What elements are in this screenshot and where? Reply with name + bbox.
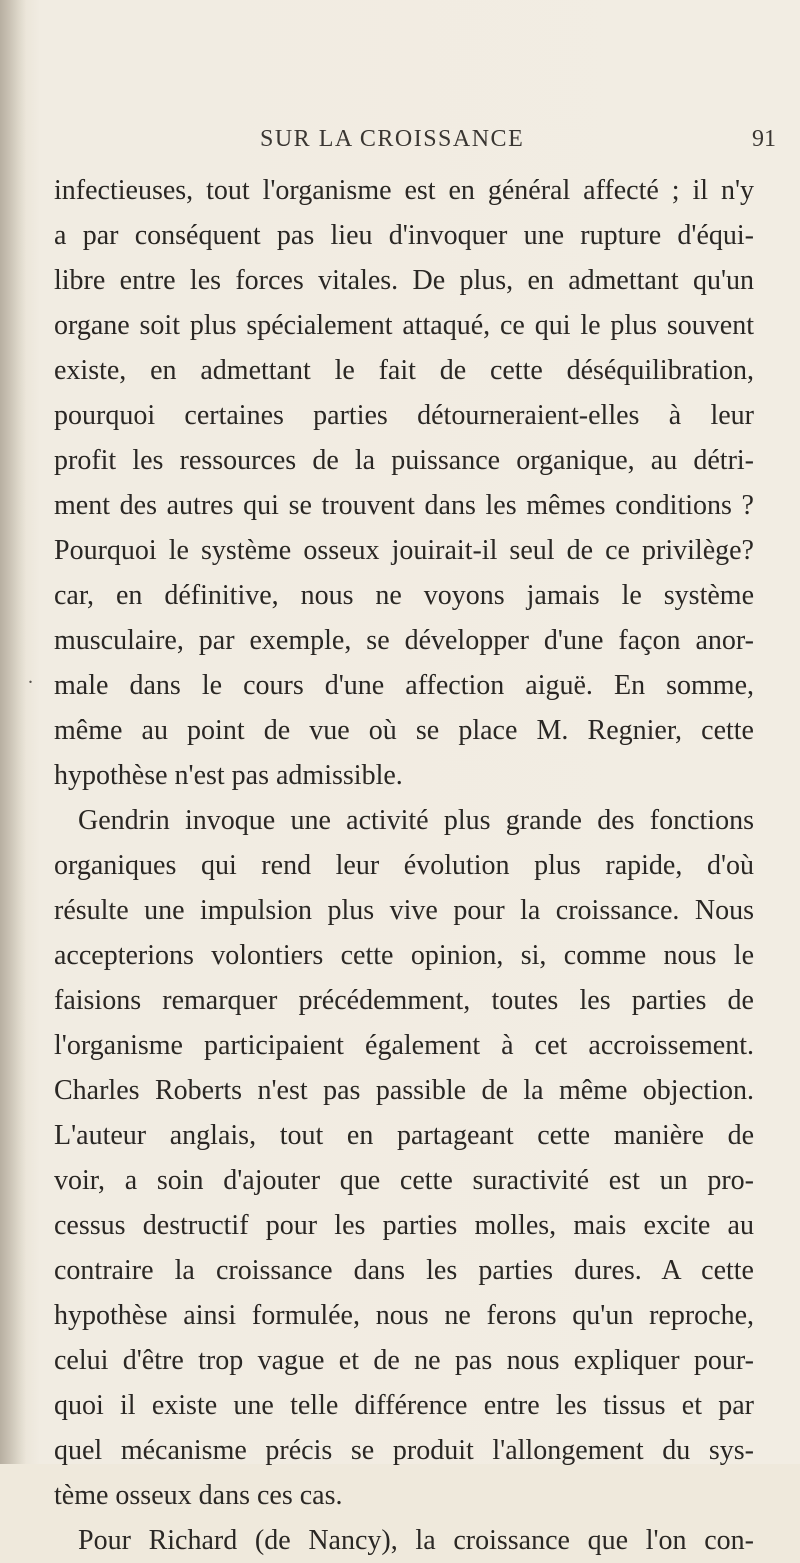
body-text <box>54 168 754 1563</box>
text-line: celui d'être trop vague et de ne pas nous expliquer pour- <box>54 1345 754 1376</box>
text-line: ment des autres qui se trouvent dans les mêmes conditions ? <box>54 490 754 521</box>
margin-mark: . <box>28 666 33 688</box>
text-line: Pour Richard (de Nancy), la croissance que l'on con- <box>78 1525 754 1556</box>
text-line: car, en définitive, nous ne voyons jamais le système <box>54 580 754 611</box>
text-line: male dans le cours d'une affection aiguë. En somme, <box>54 670 754 701</box>
text-line: quel mécanisme précis se produit l'allongement du sys- <box>54 1435 754 1466</box>
text-line: a par conséquent pas lieu d'invoquer une rupture d'équi- <box>54 220 754 251</box>
text-line: musculaire, par exemple, se développer d'une façon anor- <box>54 625 754 656</box>
text-line: profit les ressources de la puissance organique, au détri- <box>54 445 754 476</box>
text-line: l'organisme participaient également à cet accroissement. <box>54 1030 754 1061</box>
text-line: existe, en admettant le fait de cette déséquilibration, <box>54 355 754 386</box>
text-line: L'auteur anglais, tout en partageant cette manière de <box>54 1120 754 1151</box>
text-line: voir, a soin d'ajouter que cette suractivité est un pro- <box>54 1165 754 1196</box>
text-line: tème osseux dans ces cas. <box>54 1480 343 1511</box>
running-head <box>0 126 800 156</box>
text-line: quoi il existe une telle différence entre les tissus et par <box>54 1390 754 1421</box>
text-line: résulte une impulsion plus vive pour la croissance. Nous <box>54 895 754 926</box>
text-line: hypothèse n'est pas admissible. <box>54 760 403 791</box>
text-line: organe soit plus spécialement attaqué, ce qui le plus souvent <box>54 310 754 341</box>
text-line: pourquoi certaines parties détourneraient-elles à leur <box>54 400 754 431</box>
text-line: Charles Roberts n'est pas passible de la même objection. <box>54 1075 754 1106</box>
running-title: SUR LA CROISSANCE <box>260 126 525 152</box>
text-line: organiques qui rend leur évolution plus rapide, d'où <box>54 850 754 881</box>
text-line: faisions remarquer précédemment, toutes les parties de <box>54 985 754 1016</box>
text-line: Pourquoi le système osseux jouirait-il seul de ce privilège? <box>54 535 754 566</box>
text-line: Gendrin invoque une activité plus grande des fonctions <box>78 805 754 836</box>
text-line: cessus destructif pour les parties molles, mais excite au <box>54 1210 754 1241</box>
text-line: infectieuses, tout l'organisme est en général affecté ; il n'y <box>54 175 754 206</box>
text-line: accepterions volontiers cette opinion, si, comme nous le <box>54 940 754 971</box>
binding-shadow <box>0 0 26 1464</box>
page-number: 91 <box>752 126 776 152</box>
text-line: contraire la croissance dans les parties dures. A cette <box>54 1255 754 1286</box>
text-line: hypothèse ainsi formulée, nous ne ferons qu'un reproche, <box>54 1300 754 1331</box>
text-line: libre entre les forces vitales. De plus, en admettant qu'un <box>54 265 754 296</box>
text-line: même au point de vue où se place M. Regnier, cette <box>54 715 754 746</box>
